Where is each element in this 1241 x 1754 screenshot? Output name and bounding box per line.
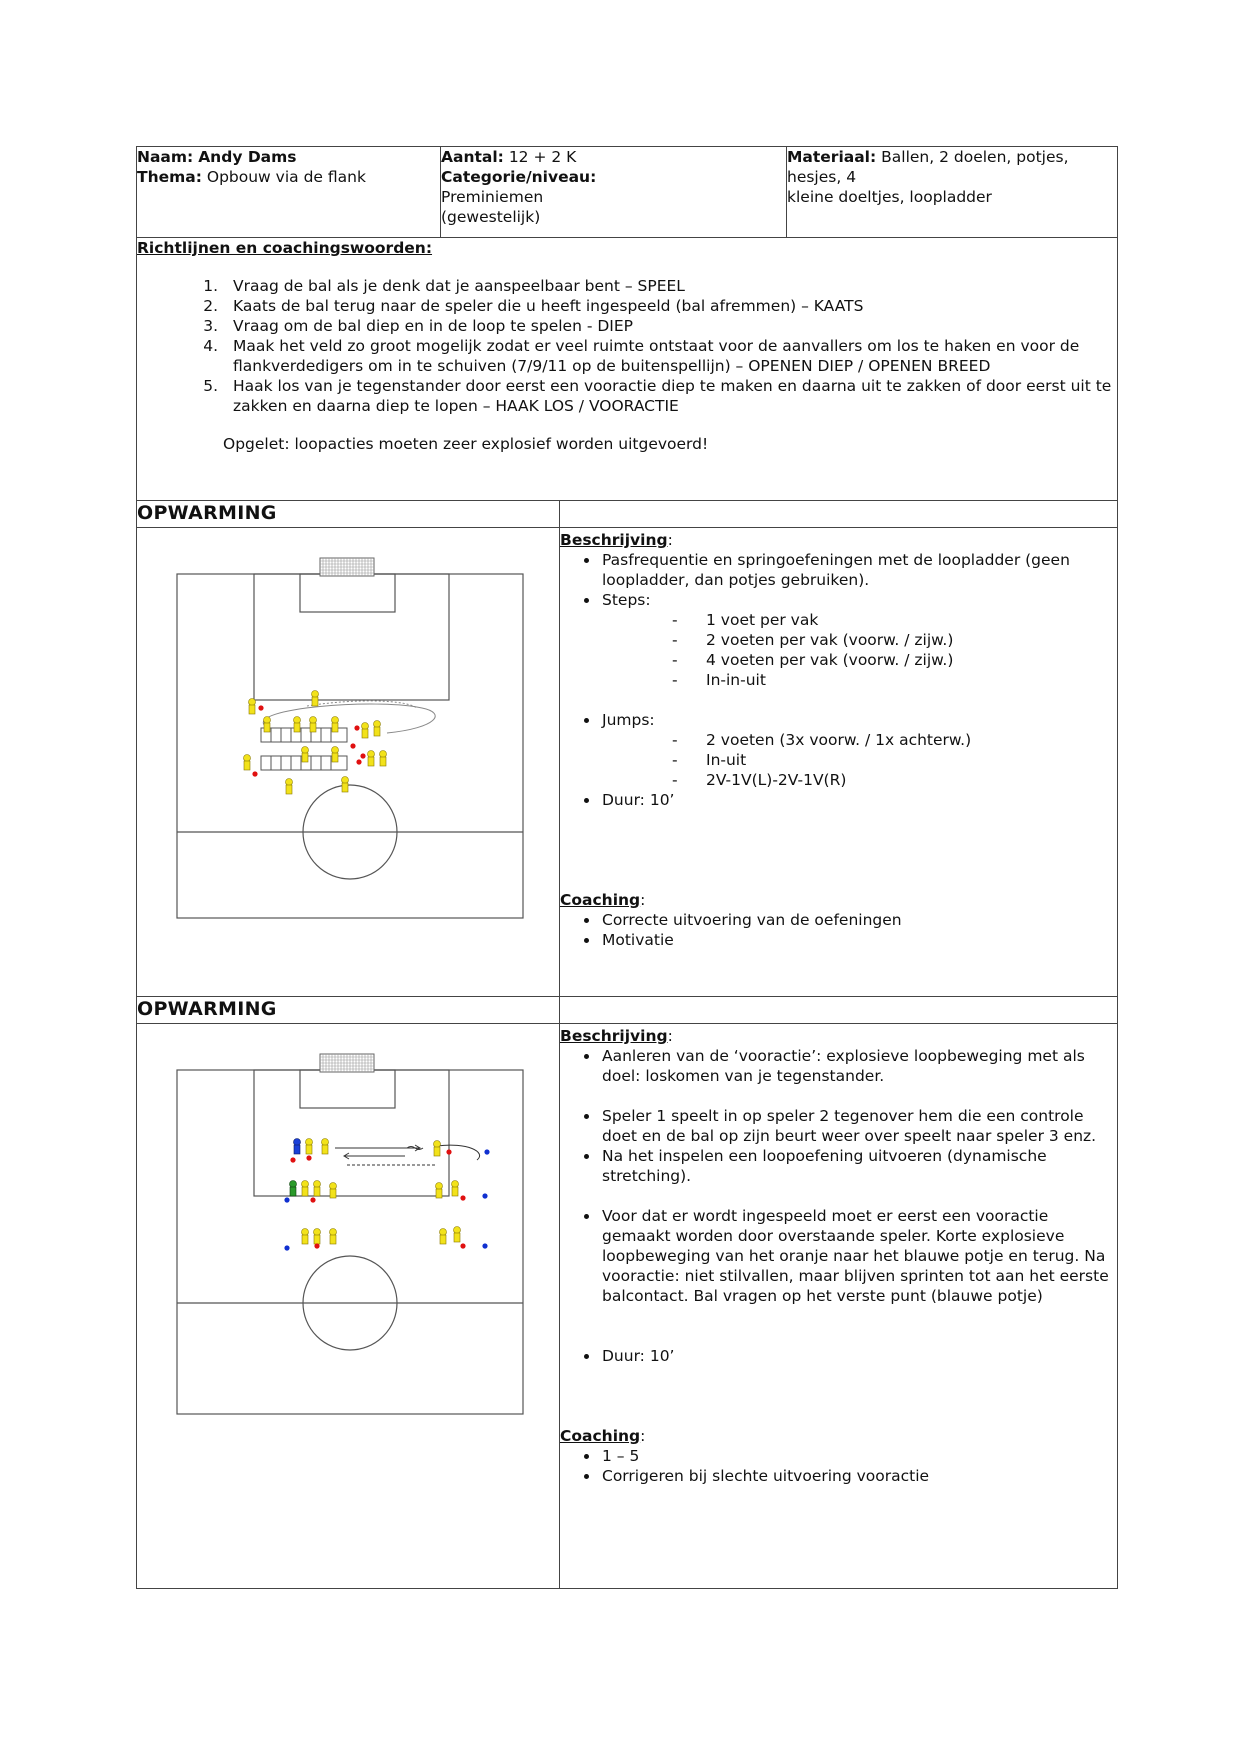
materiaal-cell <box>787 147 1118 238</box>
session-sheet <box>136 146 1117 1589</box>
section2-desc-list <box>560 1046 1117 1086</box>
list-item: - 1 voet per vak <box>672 610 1117 630</box>
section1-text-cell: Beschrijving: • Pasfrequentie en springoefeningen met de loopladder (geen loopladder, dan potjes gebruiken). • Steps: - 1 voet per vak - 2 voeten per vak (voorw. / zijw.) - 4 voeten per vak (voorw. / zijw.) - In-in-uit • Jumps: - 2 voeten (3x voorw. / 1x achterw.) - In-uit - 2V-1V(L)-2V-1V(R) • Duur: 10’ Coaching: • Correcte uitvoering van de oefeningen • Motivatie <box>560 528 1118 997</box>
green-player-icon <box>290 1181 297 1197</box>
blue-player-icon <box>294 1139 301 1155</box>
list-item: • Duur: 10’ <box>600 1346 1117 1366</box>
naam-value: Andy Dams <box>198 148 297 166</box>
section1-title-empty <box>560 501 1118 528</box>
guideline-item: 5. Haak los van je tegenstander door eerst een vooractie diep te maken en daarna uit te zakken of door eerst uit te zakken en daarna diep te lopen – HAAK LOS / VOORACTIE <box>223 376 1117 416</box>
naam-label: Naam: <box>137 148 194 166</box>
guidelines-title: Richtlijnen en coachingswoorden: <box>137 239 433 257</box>
list-item: • Motivatie <box>600 930 1117 950</box>
guidelines-note: Opgelet: loopacties moeten zeer explosief worden uitgevoerd! <box>223 435 709 453</box>
section1-title: OPWARMING <box>137 501 560 528</box>
list-item: - 2 voeten per vak (voorw. / zijw.) <box>672 630 1117 650</box>
thema-value: Opbouw via de flank <box>206 168 366 186</box>
section2-title-row <box>137 997 1118 1024</box>
guidelines-cell <box>137 238 1118 501</box>
list-item: • Duur: 10’ <box>600 790 1117 810</box>
section2-text-cell: Beschrijving: • Aanleren van de ‘vooractie’: explosieve loopbeweging met als doel: loskomen van je tegenstander. • Speler 1 speelt in op speler 2 tegenover hem die een controle doet en de bal op zijn beurt weer over speelt naar speler 3 enz. • Na het inspelen een loopoefening uitvoeren (dynamische stretching). • Voor dat er wordt ingespeeld moet er eerst een vooractie gemaakt worden door overstaande speler. Korte explosieve loopbeweging van het oranje naar het blauwe potje en terug. Na vooractie: niet stilvallen, maar blijven sprinten tot aan het eerste balcontact. Bal vragen op het verste punt (blauwe potje) • Duur: 10’ Coaching: • 1 – 5 • Corrigeren bij slechte uitvoering vooractie <box>560 1024 1118 1589</box>
penalty-area <box>254 574 449 700</box>
section1-coaching-label: Coaching <box>560 891 641 909</box>
materiaal-label: Materiaal: <box>787 148 877 166</box>
field-diagram-2 <box>137 1024 557 1584</box>
guideline-item: 2. Kaats de bal terug naar de speler die u heeft ingespeeld (bal afremmen) – KAATS <box>223 296 1117 316</box>
section2-title: OPWARMING <box>137 997 560 1024</box>
aantal-cell <box>441 147 787 238</box>
field-outline <box>177 1070 523 1414</box>
steps-label: Steps: <box>602 591 651 609</box>
categorie-value-2: (gewestelijk) <box>441 208 541 226</box>
list-item: • Na het inspelen een loopoefening uitvoeren (dynamische stretching). <box>600 1146 1117 1186</box>
list-item: • Pasfrequentie en springoefeningen met de loopladder (geen loopladder, dan potjes gebruiken). <box>600 550 1117 590</box>
list-item: • Voor dat er wordt ingespeeld moet er eerst een vooractie gemaakt worden door overstaande speler. Korte explosieve loopbeweging van het oranje naar het blauwe potje en terug. Na vooractie: niet stilvallen, maar blijven sprinten tot aan het eerste balcontact. Bal vragen op het verste punt (blauwe potje) <box>600 1206 1117 1306</box>
guideline-item: 1. Vraag de bal als je denk dat je aanspeelbaar bent – SPEEL <box>223 276 1117 296</box>
list-item <box>600 590 1117 710</box>
goal-net-icon <box>320 1054 374 1072</box>
list-item <box>600 710 1117 790</box>
section1-desc-label: Beschrijving <box>560 531 668 549</box>
run-path-icon <box>263 704 435 733</box>
section2-coaching-label: Coaching <box>560 1427 641 1445</box>
goal-area <box>300 1070 395 1108</box>
guidelines-list <box>137 276 1117 416</box>
list-item: - In-uit <box>672 750 1117 770</box>
pass-arrow-icon <box>335 1145 480 1165</box>
list-item: • Corrigeren bij slechte uitvoering vooractie <box>600 1466 1117 1486</box>
aantal-value: 12 + 2 K <box>508 148 577 166</box>
field-diagram-1 <box>137 528 557 992</box>
name-theme-cell <box>137 147 441 238</box>
materiaal-value-2: kleine doeltjes, loopladder <box>787 188 992 206</box>
goal-area <box>300 574 395 612</box>
section2-body-row <box>137 1024 1118 1589</box>
list-item: - 4 voeten per vak (voorw. / zijw.) <box>672 650 1117 670</box>
goal-net-icon <box>320 558 374 576</box>
section1-desc-list <box>560 550 1117 810</box>
training-table <box>136 146 1118 1589</box>
aantal-label: Aantal: <box>441 148 504 166</box>
section2-coaching-list <box>560 1446 1117 1486</box>
section1-diagram-cell <box>137 528 560 997</box>
list-item: - 2V-1V(L)-2V-1V(R) <box>672 770 1117 790</box>
categorie-value-1: Preminiemen <box>441 188 544 206</box>
jumps-label: Jumps: <box>602 711 655 729</box>
guideline-item: 4. Maak het veld zo groot mogelijk zodat er veel ruimte ontstaat voor de aanvallers om los te haken en voor de flankverdedigers om in te schuiven (7/9/11 op de buitenspellijn) – OPENEN DIEP / OPENEN BREED <box>223 336 1117 376</box>
categorie-label: Categorie/niveau: <box>441 168 597 186</box>
field-outline <box>177 574 523 918</box>
guidelines-row <box>137 238 1118 501</box>
list-item: • 1 – 5 <box>600 1446 1117 1466</box>
header-row <box>137 147 1118 238</box>
list-item: - 2 voeten (3x voorw. / 1x achterw.) <box>672 730 1117 750</box>
materiaal-value-1: Ballen, 2 doelen, potjes, hesjes, 4 <box>787 148 1069 186</box>
penalty-area <box>254 1070 449 1196</box>
players-icon <box>302 1139 461 1245</box>
section2-desc-label: Beschrijving <box>560 1027 668 1045</box>
thema-label: Thema: <box>137 168 202 186</box>
section1-coaching-list <box>560 910 1117 950</box>
list-item: • Aanleren van de ‘vooractie’: explosieve loopbeweging met als doel: loskomen van je tegenstander. <box>600 1046 1117 1086</box>
list-item: - In-in-uit <box>672 670 1117 690</box>
list-item: • Correcte uitvoering van de oefeningen <box>600 910 1117 930</box>
list-item: • Speler 1 speelt in op speler 2 tegenover hem die een controle doet en de bal op zijn beurt weer over speelt naar speler 3 enz. <box>600 1106 1117 1146</box>
jumps-list <box>602 730 1117 790</box>
section2-diagram-cell <box>137 1024 560 1589</box>
section1-body-row <box>137 528 1118 997</box>
guideline-item: 3. Vraag om de bal diep en in de loop te spelen - DIEP <box>223 316 1117 336</box>
section2-title-empty <box>560 997 1118 1024</box>
section1-title-row <box>137 501 1118 528</box>
steps-list <box>602 610 1117 690</box>
